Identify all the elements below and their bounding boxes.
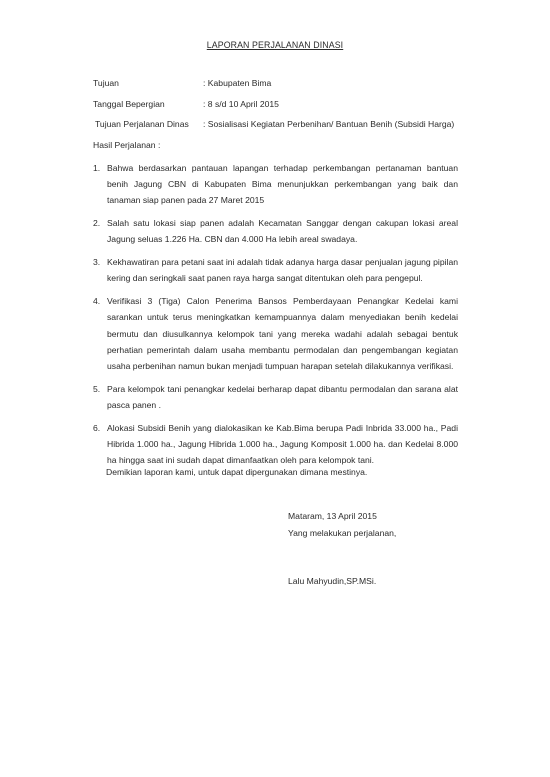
list-item (93, 215, 458, 247)
item-text: Kekhawatiran para petani saat ini adalah tidak adanya harga dasar penjualan jagung pipilan kering dan seringkali saat panen raya harga sangat ditentukan oleh para pengepul. (107, 257, 458, 284)
signer-name: Lalu Mahyudin,SP.MSi. (288, 576, 377, 586)
results-list (93, 160, 458, 475)
meta-label: Tujuan Perjalanan Dinas (95, 119, 189, 129)
meta-value: : Kabupaten Bima (203, 78, 272, 88)
list-item (93, 381, 458, 413)
closing-statement: Demikian laporan kami, untuk dapat dipergunakan dimana mestinya. (106, 467, 368, 477)
meta-label: Tanggal Bepergian (93, 99, 165, 109)
item-text: Verifikasi 3 (Tiga) Calon Penerima Bansos Pemberdayaan Penangkar Kedelai kami sarankan untuk terus meningkatkan kemampuannya dalam menyediakan benih kedelai bermutu dan diusulkannya kelompok tani yang mereka wadahi adalah sebagai bentuk perhatian pemerintah dalam usaha membantu permodalan dan pengembangan kegiatan usaha perbenihan namun bukan menjadi tumpuan harapan setelah dilakukannya verifikasi. (107, 296, 458, 372)
list-item (93, 254, 458, 286)
section-label-results: Hasil Perjalanan : (93, 140, 161, 150)
meta-row-destination (93, 78, 513, 90)
place-date: Mataram, 13 April 2015 (288, 511, 377, 521)
meta-label: Tujuan (93, 78, 119, 88)
item-number: 2. (93, 218, 101, 229)
list-item (93, 293, 458, 374)
meta-value: : Sosialisasi Kegiatan Perbenihan/ Bantuan Benih (Subsidi Harga) (203, 119, 455, 129)
item-number: 3. (93, 257, 101, 268)
item-number: 1. (93, 163, 101, 173)
meta-row-travel-date (93, 99, 513, 111)
list-item (93, 160, 458, 209)
item-text: Para kelompok tani penangkar kedelai berharap dapat dibantu permodalan dan sarana alat pasca panen . (107, 383, 458, 411)
signature-block (288, 508, 396, 542)
meta-row-purpose (93, 119, 513, 131)
meta-value: : 8 s/d 10 April 2015 (203, 99, 279, 109)
item-number: 5. (93, 383, 101, 394)
item-text: Salah satu lokasi siap panen adalah Kecamatan Sanggar dengan cakupan lokasi areal Jagung seluas 1.226 Ha. CBN dan 4.000 Ha lebih areal swadaya. (107, 218, 458, 245)
item-number: 4. (93, 296, 101, 307)
signer-role: Yang melakukan perjalanan, (288, 528, 397, 538)
document-title: LAPORAN PERJALANAN DINASI (206, 40, 344, 50)
list-item (93, 420, 458, 469)
item-text: Alokasi Subsidi Benih yang dialokasikan ke Kab.Bima berupa Padi Inbrida 33.000 ha., Padi Hibrida 1.000 ha., Jagung Hibrida 1.000 ha., Jagung Komposit 1.000 ha. dan Kedelai 8.000 ha hingga saat ini sudah dapat dimanfaatkan oleh para kelompok tani. (107, 422, 458, 466)
item-number: 6. (93, 422, 101, 433)
item-text: Bahwa berdasarkan pantauan lapangan terhadap perkembangan pertanaman bantuan benih Jagung CBN di Kabupaten Bima menunjukkan perkembangan yang baik dan tanaman siap panen pada 27 Maret 2015 (107, 163, 458, 206)
